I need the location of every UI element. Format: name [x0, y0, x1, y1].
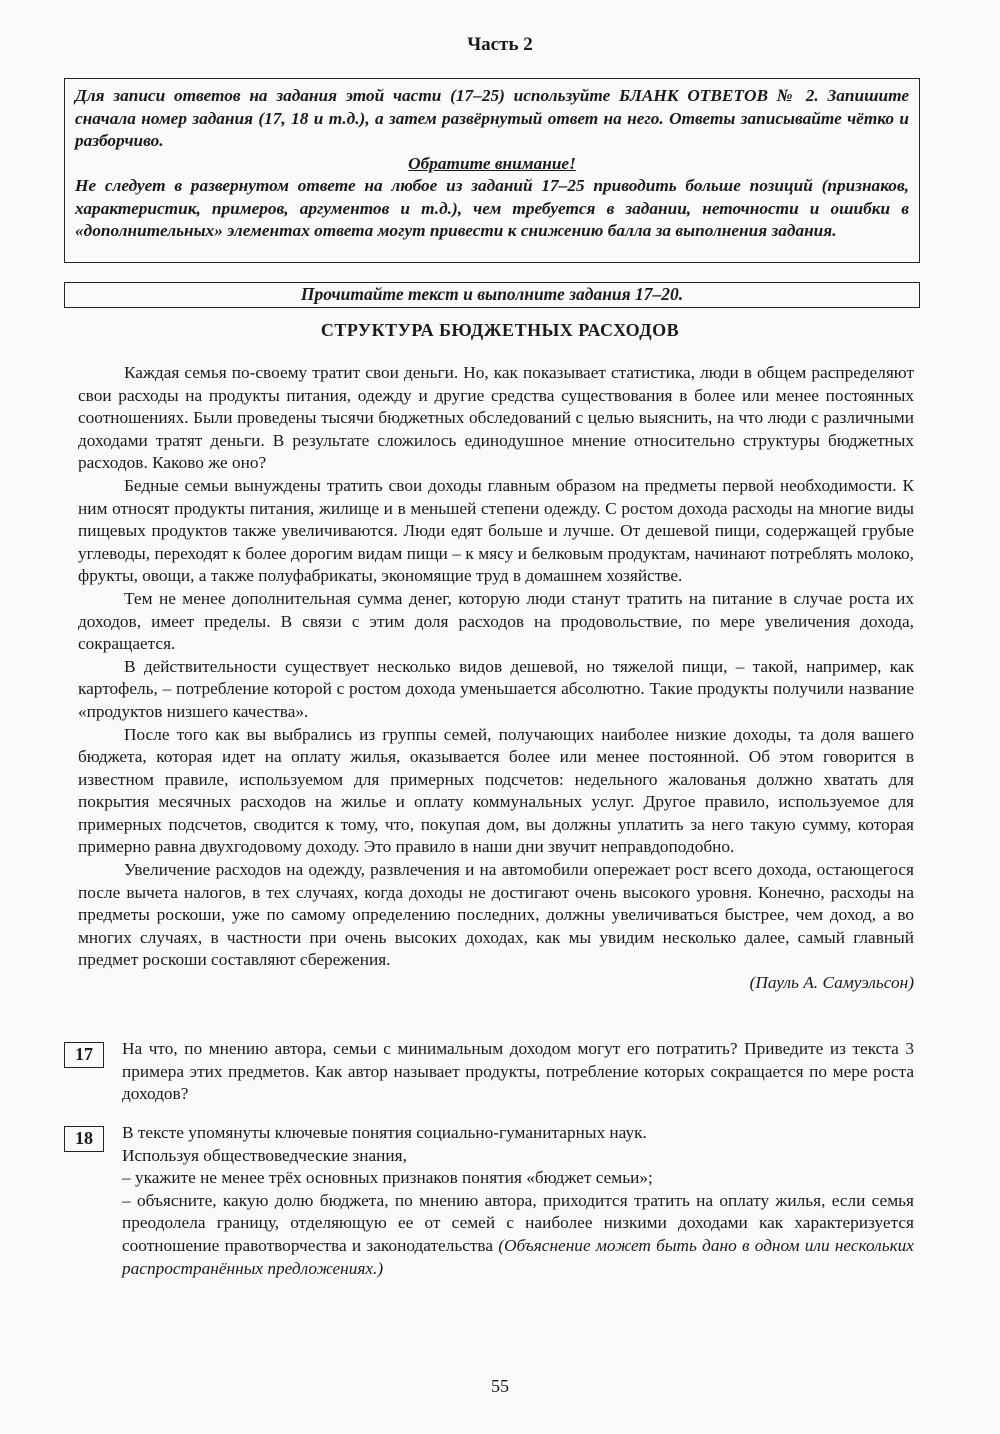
text-title: СТРУКТУРА БЮДЖЕТНЫХ РАСХОДОВ [320, 320, 680, 340]
paragraph: Увеличение расходов на одежду, развлечения и на автомобили опережает рост всего дохода, остающегося после вычета налогов, в тех случаях, когда доходы не достигают очень высокого уровня. Конечно, расходы на предметы роскоши, уже по самому определению последних, должны увеличиваться быстрее, чем доход, а во многих случаях, в частности при очень высоких доходах, как мы увидим несколько далее, самый главный предмет роскоши составляют сбережения. [78, 860, 914, 970]
task-note: (Объяснение может быть дано в одном или нескольких распространённых предложениях.) [122, 1235, 914, 1278]
paragraph: Бедные семьи вынуждены тратить свои доходы главным образом на предметы первой необходимости. К ним относят продукты питания, жилище и в меньшей степени одежду. С ростом дохода расходы на многие виды пищевых продуктов также увеличиваются. Люди едят больше и лучше. От дешевой пищи, содержащей грубые углеводы, переходят к более дорогим видам пищи – к мясу и белковым продуктам, начинают потреблять молоко, фрукты, овощи, а также полуфабрикаты, экономящие труд в домашнем хозяйстве. [78, 475, 914, 586]
task-number-box: 17 [64, 1042, 104, 1068]
task-text [122, 1122, 914, 1280]
instructions-warning: Не следует в развернутом ответе на любое из заданий 17–25 приводить больше позиций (признаков, характеристик, примеров, аргументов и т.д.), чем требуется в задании, неточности и ошибки в «дополнительных» элементах ответа могут привести к снижению балла за выполнения задания. [75, 176, 909, 240]
part-title: Часть 2 [467, 34, 533, 55]
task-item [122, 1190, 914, 1280]
paragraph: После того как вы выбрались из группы семей, получающих наиболее низкие доходы, та доля вашего бюджета, которая идет на оплату жилья, оказывается более или менее постоянной. Об этом говорится в известном правиле, используемом для примерных подсчетов: недельного жалованья должно хватать для покрытия месячных расходов на жилье и оплату коммунальных услуг. Другое правило, используемое для примерных подсчетов, сводится к тому, что, покупая дом, вы должны уплатить за него такую сумму, которая примерно равна двухгодовому доходу. Это правило в наши дни звучит неправдоподобно. [78, 724, 914, 857]
task-line: В тексте упомянуты ключевые понятия социально-гуманитарных наук. [122, 1123, 647, 1142]
paragraph: Тем не менее дополнительная сумма денег, которую люди станут тратить на питание в случае роста их доходов, имеет пределы. В связи с этим доля расходов на продовольствие, по мере увеличения дохода, сокращается. [78, 588, 914, 654]
attention-heading: Обратите внимание! [408, 153, 576, 173]
instructions-box [64, 78, 920, 263]
paragraph: Каждая семья по-своему тратит свои деньги. Но, как показывает статистика, люди в общем распределяют свои расходы на продукты питания, одежду и другие средства существования в более или менее постоянных соотношениях. Были проведены тысячи бюджетных обследований с целью выяснить, на что люди с различными доходами тратят деньги. В результате сложилось единодушное мнение относительно структуры бюджетных расходов. Каково же оно? [78, 363, 914, 473]
paragraph: В действительности существует несколько видов дешевой, но тяжелой пищи, – такой, например, как картофель, – потребление которой с ростом дохода уменьшается абсолютно. Такие продукты получили название «продуктов низшего качества». [78, 656, 914, 721]
task-text [122, 1038, 914, 1106]
instructions-text: Для записи ответов на задания этой части (17–25) используйте БЛАНК ОТВЕТОВ № 2. Запишите сначала номер задания (17, 18 и т.д.), а затем развёрнутый ответ на него. Ответы записывайте чётко и разборчиво. [75, 86, 909, 150]
task-item-text: – объясните, какую долю бюджета, по мнению автора, приходится тратить на оплату жилья, если семья преодолела границу, отделяющую ее от семей с наиболее низкими доходами как характеризуется соотношение правотворчества и законодательства [122, 1190, 914, 1255]
task-number-box: 18 [64, 1126, 104, 1152]
read-prompt-box: Прочитайте текст и выполните задания 17–20. [64, 282, 920, 308]
page-number: 55 [491, 1376, 509, 1396]
task-line: Используя обществоведческие знания, [122, 1145, 407, 1165]
task-item: – укажите не менее трёх основных признаков понятия «бюджет семьи»; [122, 1168, 653, 1188]
task-question: На что, по мнению автора, семьи с минимальным доходом могут его потратить? Приведите из текста 3 примера этих предметов. Как автор называет продукты, потребление которых сокращается по мере роста доходов? [122, 1039, 914, 1104]
text-author: (Пауль А. Самуэльсон) [749, 973, 914, 993]
body-text [78, 362, 914, 995]
